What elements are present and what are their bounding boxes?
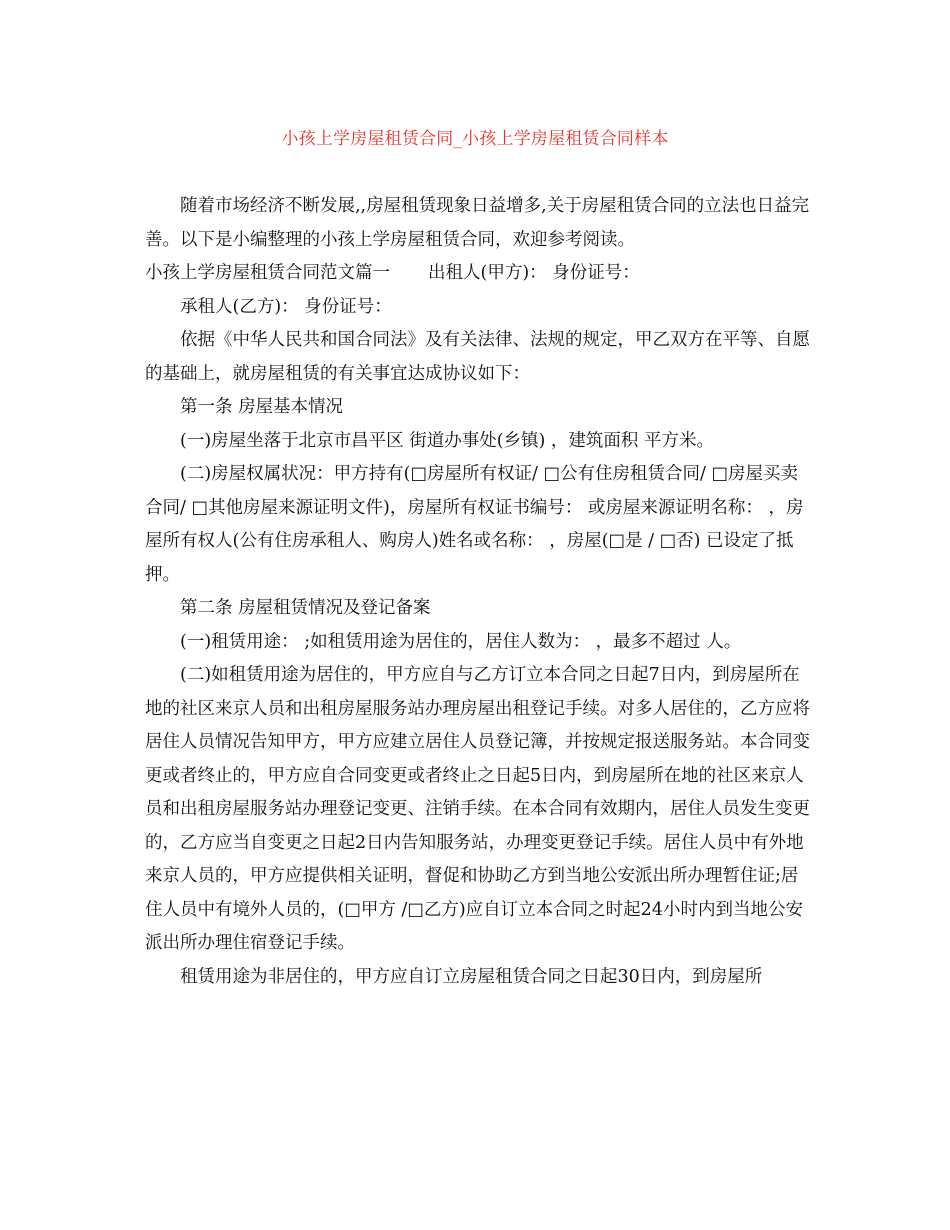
sample-heading: 小孩上学房屋租赁合同范文篇一 [145, 263, 390, 283]
basis-paragraph: 依据《中华人民共和国合同法》及有关法律、法规的规定，甲乙双方在平等、自愿的基础上，就房屋租赁的有关事宜达成协议如下： [145, 330, 810, 384]
article-1-title: 第一条 房屋基本情况 [180, 397, 344, 417]
article-1-item-1: (一)房屋坐落于北京市昌平区 街道办事处(乡镇) ，建筑面积 平方米。 [180, 430, 714, 451]
article-2-title: 第二条 房屋租赁情况及登记备案 [180, 598, 431, 618]
lessor-line: 出租人(甲方)： 身份证号： [428, 263, 640, 283]
document-body [145, 190, 815, 994]
intro-paragraph: 随着市场经济不断发展,,房屋租赁现象日益增多,关于房屋租赁合同的立法也日益完善。以下是小编整理的小孩上学房屋租赁合同，欢迎参考阅读。 [145, 196, 810, 250]
article-2-nonresidential-paragraph: 租赁用途为非居住的，甲方应自订立房屋租赁合同之日起30日内，到房屋所 [180, 966, 763, 987]
lessee-line: 承租人(乙方)： 身份证号： [180, 296, 392, 317]
article-2-item-1: (一)租赁用途： ;如租赁用途为居住的，居住人数为： ，最多不超过 人。 [180, 631, 742, 652]
sample-heading-line [145, 257, 815, 291]
article-1-item-2: (二)房屋权属状况：甲方持有(□房屋所有权证/ □公有住房租赁合同/ □房屋买卖合同/ □其他房屋来源证明文件)，房屋所有权证书编号： 或房屋来源证明名称： ，房屋所有权人(公有住房承租人、购房人)姓名或名称： ，房屋(□是 / □否) 已设定了抵押。 [145, 464, 804, 585]
document-title: 小孩上学房屋租赁合同_小孩上学房屋租赁合同样本 [281, 129, 669, 149]
article-2-item-2: (二)如租赁用途为居住的，甲方应自与乙方订立本合同之日起7日内，到房屋所在地的社区来京人员和出租房屋服务站办理房屋出租登记手续。对多人居住的，乙方应将居住人员情况告知甲方，甲方应建立居住人员登记簿，并按规定报送服务站。本合同变更或者终止的，甲方应自合同变更或者终止之日起5日内，到房屋所在地的社区来京人员和出租房屋服务站办理登记变更、注销手续。在本合同有效期内，居住人员发生变更的，乙方应当自变更之日起2日内告知服务站，办理变更登记手续。居住人员中有外地来京人员的，甲方应提供相关证明，督促和协助乙方到当地公安派出所办理暂住证;居住人员中有境外人员的，(□甲方 /□乙方)应自订立本合同之时起24小时内到当地公安派出所办理住宿登记手续。 [145, 665, 810, 953]
